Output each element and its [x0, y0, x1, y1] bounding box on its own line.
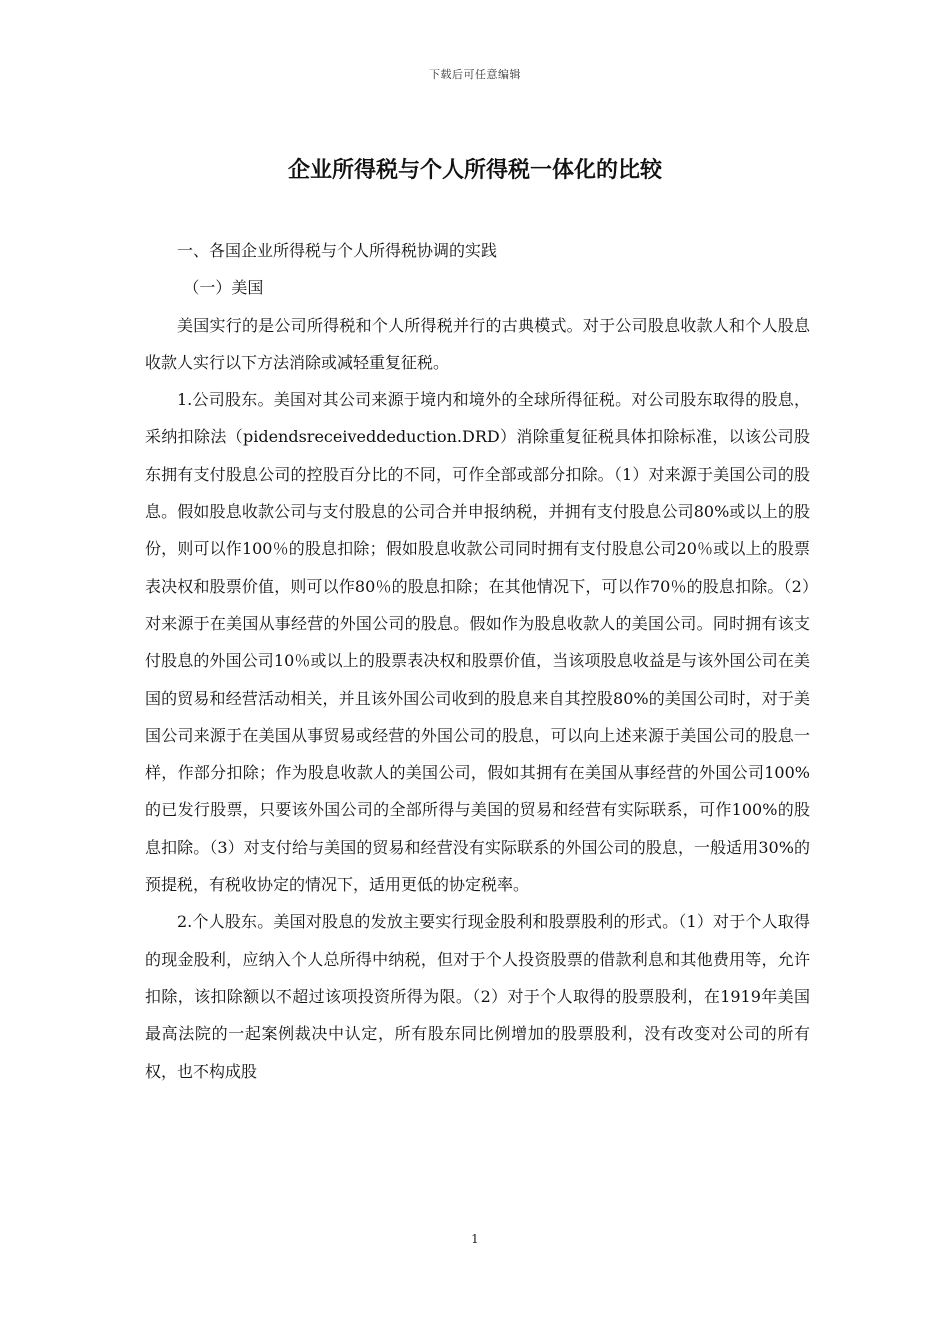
document-body: [145, 232, 810, 1090]
paragraph: 美国实行的是公司所得税和个人所得税并行的古典模式。对于公司股息收款人和个人股息收款人实行以下方法消除或减轻重复征税。: [145, 315, 810, 372]
subsection-heading: （一）美国: [183, 278, 264, 298]
paragraph: 1.公司股东。美国对其公司来源于境内和境外的全球所得征税。对公司股东取得的股息，采纳扣除法（pidendsreceiveddeduction.DRD）消除重复征税具体扣除标准，以该公司股东拥有支付股息公司的控股百分比的不同，可作全部或部分扣除。（1）对来源于美国公司的股息。假如股息收款公司与支付股息的公司合并申报纳税，并拥有支付股息公司80%或以上的股份，则可以作100％的股息扣除；假如股息收款公司同时拥有支付股息公司20％或以上的股票表决权和股票价值，则可以作80％的股息扣除；在其他情况下，可以作70％的股息扣除。（2）对来源于在美国从事经营的外国公司的股息。假如作为股息收款人的美国公司。同时拥有该支付股息的外国公司10％或以上的股票表决权和股票价值，当该项股息收益是与该外国公司在美国的贸易和经营活动相关，并且该外国公司收到的股息来自其控股80%的美国公司时，对于美国公司来源于在美国从事贸易或经营的外国公司的股息，可以向上述来源于美国公司的股息一样，作部分扣除；作为股息收款人的美国公司，假如其拥有在美国从事经营的外国公司100%的已发行股票，只要该外国公司的全部所得与美国的贸易和经营有实际联系，可作100%的股息扣除。（3）对支付给与美国的贸易和经营没有实际联系的外国公司的股息，一般适用30%的预提税，有税收协定的情况下，适用更低的协定税率。: [145, 390, 810, 895]
section-heading: 一、各国企业所得税与个人所得税协调的实践: [177, 241, 498, 260]
paragraph: 2.个人股东。美国对股息的发放主要实行现金股利和股票股利的形式。（1）对于个人取得的现金股利，应纳入个人总所得中纳税，但对于个人投资股票的借款利息和其他费用等，允许扣除，该扣除额以不超过该项投资所得为限。（2）对于个人取得的股票股利，在1919年美国最高法院的一起案例裁决中认定，所有股东同比例增加的股票股利，没有改变对公司的所有权，也不构成股: [145, 912, 810, 1081]
page-number: 1: [471, 1232, 479, 1246]
document-title: 企业所得税与个人所得税一体化的比较: [287, 157, 662, 183]
header-note: 下载后可任意编辑: [429, 68, 521, 81]
